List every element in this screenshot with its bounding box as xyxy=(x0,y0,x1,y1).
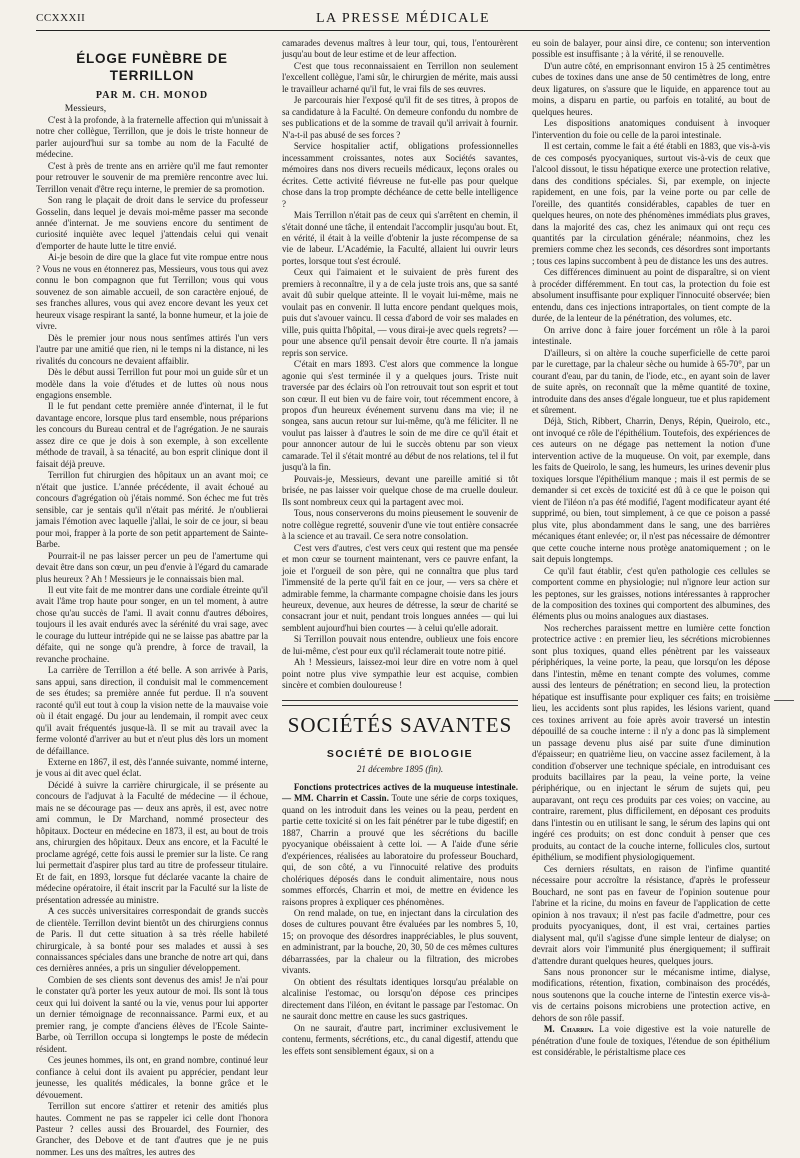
eulogy-paragraph: camarades devenus maîtres à leur tour, qui, tous, l'entourèrent jusqu'au bout de leur estime et de leur affection. xyxy=(282,38,518,60)
eulogy-paragraph: Ah ! Messieurs, laissez-moi leur dire en votre nom à quel point notre plus vive sympathie leur est acquise, combien sincère et combien douloureuse ! xyxy=(282,657,518,691)
lead-title: Fonctions protectrices actives de la muqueuse intestinale. — MM. Charrin et Cassin. xyxy=(282,781,518,804)
margin-mark xyxy=(774,700,794,701)
eulogy-paragraph: Son rang le plaçait de droit dans le service du professeur Gosselin, dans lequel je devais moi-même passer ma seconde année d'internat. Je me souviens encore du sentiment de curiosité inquiète avec lequel j'attendais celui qui venait d'emporter de haute lutte le titre envié. xyxy=(36,195,268,251)
section-rule xyxy=(282,700,518,701)
eulogy-paragraph: Il eut vite fait de me montrer dans une cordiale étreinte qu'il avait l'âme trop haute pour songer, en un tel moment, à autre chose qu'au succès de l'ami. Il avait connu d'autres déboires, toujours il les avait endurés avec la sérénité du vrai sage, avec le courage du lutteur intrépide qui ne se laisse pas abattre par la défaite, qui ne songe qu'à prendre, à force de travail, la revanche prochaine. xyxy=(36,584,268,664)
article-title: ÉLOGE FUNÈBRE DE TERRILLON xyxy=(76,51,228,84)
society-paragraph: On ne saurait, d'autre part, incriminer exclusivement le contenu, ferments, sécrétions, etc., du canal digestif, attendu que les effets sont sensiblement égaux, si on a xyxy=(282,1022,518,1056)
eulogy-paragraph: C'est vers d'autres, c'est vers ceux qui restent que ma pensée et mon cœur se tournent maintenant, vers ce pauvre enfant, la joie et l'orgueil de son père, qui ne connaîtra que plus tard l'immensité de la perte qu'il fait en ce jour, — vers sa chère et admirable femme, la charmante compagne choisie dans les jours heureux, devenue, aux heures de détresse, la sœur de charité se consacrant jour et nuit, pendant trois longues années — qui lui semblent aujourd'hui bien courtes — à celui qu'elle adorait. xyxy=(282,542,518,633)
eulogy-paragraph: Terrillon fut chirurgien des hôpitaux un an avant moi; ce n'était que justice. L'année précédente, il avait échoué au concours d'agrégation où j'étais nommé. Son échec me fut très sensible, car je sentais qu'il n'était pas mérité. Je n'oublierai jamais l'émotion avec laquelle j'allai, le soir de ce jour, si beau pour moi, frapper à la porte de son petit appartement de Sainte-Barbe. xyxy=(36,470,268,550)
society-paragraph: D'ailleurs, si on altère la couche superficielle de cette paroi par le curettage, par la chaleur sèche ou humide à 65-70°, par un courant d'eau, par du tanin, de l'iode, etc., en ayant soin de laver de suite après, on reconnaît que la même quantité de toxine, introduite dans des anses d'égale longueur, tue et plus rapidement et sûrement. xyxy=(532,347,770,415)
salutation: Messieurs, xyxy=(64,102,107,114)
eulogy-paragraph: Dès le premier jour nous nous sentîmes attirés l'un vers l'autre par une amitié que rien, ni le temps ni la distance, ni les rivalités du concours ne devaient affaiblir. xyxy=(36,332,268,366)
eulogy-paragraph: Je parcourais hier l'exposé qu'il fit de ses titres, à propos de sa candidature à la Faculté. On demeure confondu du nombre de ses publications et de la somme de travail qu'il arrivait à fournir. N'a-t-il pas abusé de ses forces ? xyxy=(282,95,518,140)
society-paragraph: Il est certain, comme le fait a été établi en 1883, que vis-à-vis de ces composés pyocyaniques, surtout vis-à-vis de ceux que l'alcool dissout, le tissu hépatique exerce une protection relative, dans des conditions spéciales. Si, par exemple, on injecte rapidement, en une fois, par la veine porte ou par celle de l'oreille, des quantités considérables, capables de tuer en quelques heures, on note des phénomènes immédiats plus graves, dans la majorité des cas, chez les animaux qui ont reçu ces quantités par la circulation générale; néanmoins, chez les premiers comme chez les seconds, ces désordres sont importants ; tous ces lapins succombent à peu de distance les uns des autres. xyxy=(532,141,770,266)
society-date: 21 décembre 1895 (fin). xyxy=(356,764,444,775)
page-header xyxy=(36,10,770,31)
eulogy-paragraph: Pourrait-il ne pas laisser percer un peu de l'amertume qui devait être dans son cœur, un peu d'envie à l'égard du camarade plus heureux ? Ah ! Messieurs je le connaissais bien mal. xyxy=(36,550,268,584)
column-2-science-body xyxy=(282,908,518,1057)
eulogy-paragraph: C'est à la profonde, à la fraternelle affection qui m'unissait à notre cher collègue, Terrillon, que je dois le triste honneur de parler aujourd'hui sur sa tombe au nom de la Faculté de médecine. xyxy=(36,114,268,160)
lead-text: Toute une série de corps toxiques, quand on les introduit dans les veines ou la peau, perdent en partie cette toxicité si on les fait pénétrer par le tube digestif; en 1887, Charrin a prouvé que les sécrétions du bacille pyocyanique obéissaient à cette loi. — A l'aide d'une série d'expériences, réalisées au laboratoire du professeur Bouchard, qui, de son côté, a vu l'innocuité relative des produits cholériques déposés dans le conduit alimentaire, nous nous sommes efforcés, Charrin et moi, de mettre en évidence les raisons propres à expliquer ces phénomènes. xyxy=(282,793,519,907)
eulogy-paragraph: Décidé à suivre la carrière chirurgicale, il se présente au concours de l'adjuvat à la Faculté de médecine — il échoue, mais ne se décourage pas — deux ans après, il est, avec notre ami commun, le Dr Marchand, nommé prosecteur des hôpitaux. Docteur en médecine en 1873, il est, au bout de trois ans, chirurgien des hôpitaux. Deux ans encore, et la Faculté le proclame agrégé, cette fois aussi le premier sur la liste. Ce rang lui permettait d'aspirer plus tard au titre de professeur titulaire. Et de fait, en 1893, lorsque fut déclarée vacante la chaire de médecine opératoire, il était inscrit par la Faculté sur la liste de présentation adressée au ministre. xyxy=(36,779,268,905)
eulogy-paragraph: Combien de ses clients sont devenus des amis! Je n'ai pour le constater qu'à porter les yeux autour de moi. Ils sont là tous ceux qui lui doivent la santé ou la vie, venus pour lui apporter un dernier témoignage de reconnaissance. Parmi eux, et au premier rang, je compte d'anciens élèves de l'Ecole Sainte-Barbe, où Terrillon occupa si longtemps le poste de médecin résident. xyxy=(36,974,268,1054)
eulogy-paragraph: A ces succès universitaires correspondait de grands succès de clientèle. Terrillon devint bientôt un des chirurgiens connus de Paris. Il dut cette situation à sa très réelle habileté chirurgicale, à sa bonté pour ses malades et aussi à ses connaissances spéciales dans une branche de notre art qui, dans ces dernières années, a pris un singulier développement. xyxy=(36,906,268,974)
eulogy-paragraph: Ces jeunes hommes, ils ont, en grand nombre, continué leur confiance à celui dont ils avaient pu apprécier, pendant leur jeunesse, les qualités médicales, la bonne grâce et le dévouement. xyxy=(36,1055,268,1100)
society-title: SOCIÉTÉ DE BIOLOGIE xyxy=(326,748,474,761)
society-paragraph: Les dispositions anatomiques conduisent à invoquer l'intervention du foie ou celle de la paroi intestinale. xyxy=(532,118,770,140)
eulogy-paragraph: Externe en 1867, il est, dès l'année suivante, nommé interne, je vous ai dit avec quel éclat. xyxy=(36,757,268,779)
column-1-body xyxy=(36,115,268,1158)
eulogy-paragraph: C'était en mars 1893. C'est alors que commence la longue agonie qui s'est terminée il y a quelques jours. Triste nuit traversée par des éclairs où l'on retrouvait tout son esprit et tout son cœur. Il eut bien vu de faire voir, tout récemment encore, à propos d'un heureux événement survenu dans ma vie; il ne songea, sans aucun retour sur lui-même, qu'à me féliciter. Il ne voulut pas laisser à d'autres le soin de me dire ce qu'il était et pour annoncer autour de lui le succès obtenu par son vieux camarade. Tel il s'était montré au début de nos relations, tel il fut jusqu'à la fin. xyxy=(282,359,518,473)
eulogy-paragraph: Dès le début aussi Terrillon fut pour moi un guide sûr et un modèle dans la voie d'études et de luttes où nous nous engagions ensemble. xyxy=(36,367,268,401)
section-title: SOCIÉTÉS SAVANTES xyxy=(287,712,513,737)
charrin-lead: M. Charrin. xyxy=(543,1024,594,1035)
eulogy-paragraph: Il le fut pendant cette première année d'internat, il le fut davantage encore, lorsque plus tard ensemble, nous préparions les concours du Bureau central et de l'agrégation. Je ne saurais assez dire ce que je dois à son exemple, à son excellente méthode de travail, à sa ténacité, au bon esprit clinique dont il faisait déjà preuve. xyxy=(36,401,268,469)
lead-paragraph xyxy=(282,782,518,908)
society-paragraph: Sans nous prononcer sur le mécanisme intime, dialyse, modifications, rétention, fixation, combinaison des procédés, nous soutenons que la couche interne de l'intestin exerce vis-à-vis de certains poisons microbiens une protection active, en dehors de son rôle passif. xyxy=(532,966,770,1023)
eulogy-paragraph: Si Terrillon pouvait nous entendre, oublieux une fois encore de lui-même, c'est pour eux qu'il réclamerait toute notre pitié. xyxy=(282,634,518,656)
eulogy-paragraph: C'est à près de trente ans en arrière qu'il me faut remonter pour retrouver le souvenir de ma première rencontre avec lui. Terrillon venait d'être reçu interne, le premier de sa promotion. xyxy=(36,160,268,194)
society-paragraph: Ce qu'il faut établir, c'est qu'en pathologie ces cellules se comportent comme en physiologie; nul n'ignore leur action sur les peptones, sur les graisses, notions intéressantes à rapprocher de la composition des toxines qui comportent des albumines, des éléments plus ou moins analogues aux diastases. xyxy=(532,565,770,622)
society-paragraph: Déjà, Stich, Ribbert, Charrin, Denys, Répin, Queirolo, etc., ont invoqué ce rôle de l'épithélium. Toutefois, des expériences de ces auteurs on ne dégage pas nettement la notion d'une intervention active de la muqueuse. On voit, par exemple, dans les faits de Queirolo, le sang, les humeurs, les urines devenir plus toxiques lorsque l'épithélium manque ; mais il est permis de se demander si cet excès de toxicité est dû à ce que le poison qui vient de l'iléon n'a pas été modifié, l'agent modificateur ayant été supprimé, ou bien, tout simplement, à ce que ce poison a passé plus vite, plus abondamment dans le sang, une des barrières mécaniques étant enlevée; or, il n'est pas nécessaire de démontrer que cette couche interne nous protège anatomiquement ; on le sait depuis longtemps. xyxy=(532,416,770,565)
eulogy-paragraph: Ceux qui l'aimaient et le suivaient de près furent des premiers à reconnaître, il y a de cela juste trois ans, que sa santé avait dû subir quelque atteinte. Il le voyait lui-même, mais ne voulait pas en convenir. Il lutta encore pendant quelques mois, puis dut s'avouer vaincu. Il cessa d'abord de voir ses malades en ville, puis quitta l'hôpital, — vous dirai-je avec quels regrets? — pour une absence qu'il pensait devoir être courte. Il n'a jamais repris son service. xyxy=(282,267,518,358)
eulogy-paragraph: Ai-je besoin de dire que la glace fut vite rompue entre nous ? Vous ne vous en étonnerez pas, Messieurs, vous tous qui avez connu le bon compagnon que fut Terrillon; vous qui vous souvenez de son aimable accueil, de son caractère enjoué, de ses franches allures, vous qui avez encore devant les yeux cet heureux visage respirant la santé, la bonne humeur, et la joie de vivre. xyxy=(36,252,268,332)
column-2-body xyxy=(282,38,518,692)
eulogy-paragraph: Pouvais-je, Messieurs, devant une pareille amitié si tôt brisée, ne pas laisser voir quelque chose de ma cruelle douleur. Ils sont nombreux ceux qui la partagent avec moi. xyxy=(282,473,518,507)
society-paragraph: On arrive donc à faire jouer forcément un rôle à la paroi intestinale. xyxy=(532,324,770,347)
society-paragraph: D'un autre côté, en emprisonnant environ 15 à 25 centimètres cubes de toxines dans une anse de 50 centimètres de long, entre deux ligatures, on s'assure que le liquide, en apparence tout au moins, a disparu en partie, ou parfois en totalité, au bout de quelques heures. xyxy=(532,60,770,117)
society-paragraph: Ces différences diminuent au point de disparaître, si on vient à procéder différemment. En tout cas, la protection du foie est absolument insuffisante pour expliquer l'innocuité observée; bien entendu, dans ces injections intraportales, on tient compte de la durée, de la lenteur de la pénétration, des volumes, etc. xyxy=(532,267,770,324)
eulogy-paragraph: Mais Terrillon n'était pas de ceux qui s'arrêtent en chemin, il s'était donné une tâche, il entendait l'accomplir jusqu'au bout. Et, en vérité, il était à la veille d'obtenir la juste récompense de sa vie de labeur. L'Académie, la Faculté, allaient lui ouvrir leurs portes, lorsque tout s'est écroulé. xyxy=(282,210,518,266)
eulogy-paragraph: Tous, nous conserverons du moins pieusement le souvenir de notre collègue regretté, souvenir d'une vie tout entière consacrée à la science et au travail. Ce sera notre consolation. xyxy=(282,508,518,542)
charrin-paragraph xyxy=(532,1024,770,1058)
column-3-body xyxy=(532,38,770,1024)
eulogy-paragraph: La carrière de Terrillon a été belle. A son arrivée à Paris, sans appui, sans direction, il conduisit mal le commencement de ses études; sa première année fut perdue. Il n'a souvent raconté qu'il eut tout à coup la vision nette de la mauvaise voie où il était engagé. Du jour au lendemain, il rompit avec ceux qu'il avait fréquentés jusque-là. Il se mit au travail avec la ferme volonté d'arriver au but et n'eut plus dès lors un moment de défaillance. xyxy=(36,665,268,756)
eulogy-paragraph: C'est que tous reconnaissaient en Terrillon non seulement l'excellent collègue, l'ami sûr, le chirurgien de mérite, mais aussi le travailleur acharné qu'il fut, le vrai fils de ses œuvres. xyxy=(282,60,518,94)
column-3 xyxy=(532,38,770,1123)
charrin-text: La voie digestive est la voie naturelle de pénétration d'une foule de toxiques, l'étendue de son épithélium est considérable, le péristaltisme place ces xyxy=(532,1024,770,1058)
column-2 xyxy=(282,38,518,1123)
column-1 xyxy=(36,38,268,1157)
page-number: CCXXXII xyxy=(36,12,86,24)
society-paragraph: Nos recherches paraissent mettre en lumière cette fonction protectrice active : en premier lieu, les sécrétions microbiennes sont plus toxiques, quand elles pénètrent par les vaisseaux périphériques, la veine porte, la peau, que lorsqu'on les dépose dans l'intestin, même en tenant compte des volumes, comme aussi des lenteurs de pénétration; en second lieu, la protection hépatique est insuffisante pour expliquer ces faits; en troisième lieu, les accidents sont plus rapides, les lésions varient, quand ces toxines arrivent au foie après avoir traversé un intestin dépouillé de sa couche interne : il n'y a donc pas là simplement un passage devenu plus aisé par suite d'une diminution d'épaisseur; en quatrième lieu, on vaccine assez facilement, à la condition d'observer une technique spéciale, en introduisant ces produits bacillaires par la peau, la veine porte, la veine périphérique, ou en injectant le sérum de sujets qui, peu auparavant, ont reçu ces produits par ces voies; on vaccine, au contraire, rarement, plus difficilement, en déposant ces produits dans l'intestin ou en utilisant le sang, le sérum des lapins qui ont ingéré ces produits; on est donc conduit à penser que ces produits, au contact de la couche interne, follicules clos, surtout épithélium, se modifient physiologiquement. xyxy=(532,622,770,863)
article-byline: PAR M. CH. MONOD xyxy=(95,90,209,102)
society-paragraph: eu soin de balayer, pour ainsi dire, ce contenu; son intervention possible est insuffisante ; à la vérité, il se renouvelle. xyxy=(532,38,770,60)
society-paragraph: On rend malade, on tue, en injectant dans la circulation des doses de cultures pouvant être évaluées par les nombres 5, 10, 15; on provoque des désordres inappréciables, le plus souvent, en administrant, par la bouche, 20, 30, 50 de ces mêmes cultures débarrassées, par la chaleur ou la filtration, des microbes vivants. xyxy=(282,907,518,976)
eulogy-paragraph: Terrillon sut encore s'attirer et retenir des amitiés plus hautes. Comment ne pas se rappeler ici celle dont l'honora Pasteur ? celles aussi des Brouardel, des Fournier, des Grancher, des Debove et de tant d'autres que je ne puis nommer. Les uns des maîtres, les autres des xyxy=(36,1101,268,1157)
eulogy-paragraph: Service hospitalier actif, obligations professionnelles incessamment croissantes, notes aux Sociétés savantes, mémoires dans nos divers recueils médicaux, leçons orales ou écrites. Cette activité fiévreuse ne fut-elle pas pour quelque chose dans la trop prompte déchéance de cette belle intelligence ? xyxy=(282,141,518,209)
society-paragraph: Ces derniers résultats, en raison de l'infime quantité nécessaire pour accroître la résistance, d'après le professeur Bouchard, ne sont pas en faveur de l'opinion soutenue pour l'abrine et la ricine, du moins en faveur de l'application de cette opinion à nos travaux; il n'est pas facile d'admettre, pour ces produits pyocyaniques, dont, il est vrai, certaines parties dialysent mal, qu'il s'agisse d'une simple lenteur de dialyse; on devrait alors voir l'immunité plus énergiquement; il suffirait d'attendre durant quelques heures, quelques jours. xyxy=(532,863,770,966)
society-paragraph: On obtient des résultats identiques lorsqu'au préalable on alcalinise l'estomac, ou lorsqu'on dépose ces principes directement dans l'iléon, en évitant le passage par l'estomac. On ne saurait donc mettre en cause les sucs gastriques. xyxy=(282,976,518,1022)
section-rule-inner xyxy=(282,705,518,706)
journal-title: LA PRESSE MÉDICALE xyxy=(315,11,490,26)
